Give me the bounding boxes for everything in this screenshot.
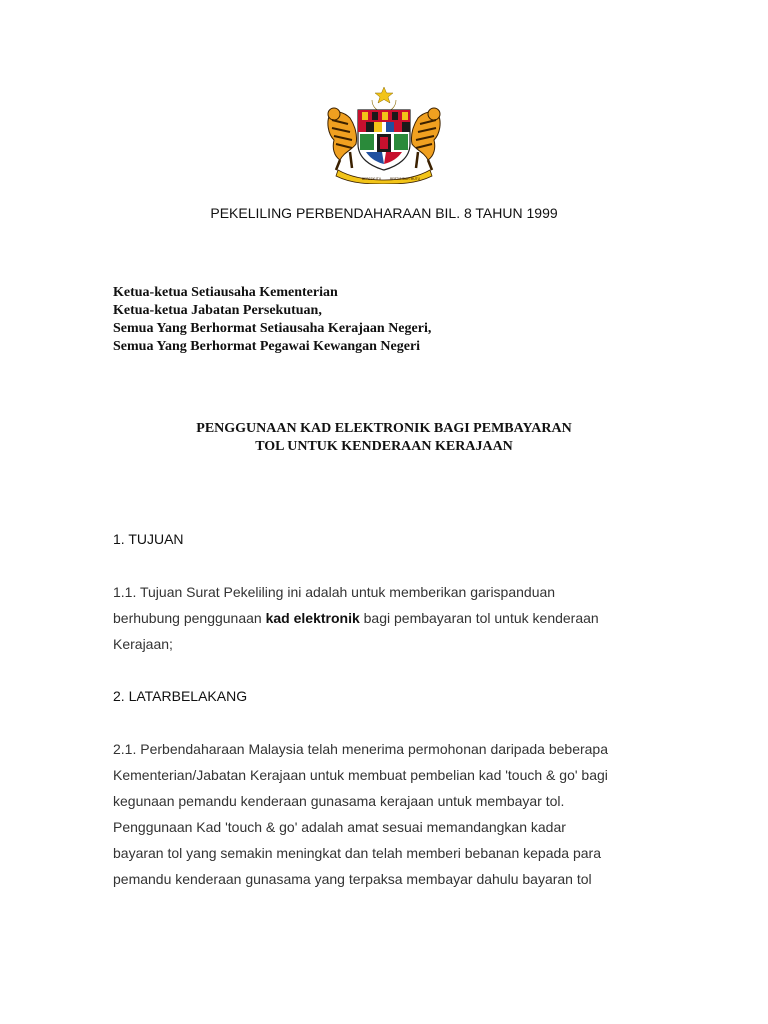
paragraph-line: Kementerian/Jabatan Kerajaan untuk membuat pembelian kad 'touch & go' bagi	[113, 767, 608, 783]
subject-line: PENGGUNAAN KAD ELEKTRONIK BAGI PEMBAYARAN	[196, 421, 572, 436]
paragraph-line: Kerajaan;	[113, 636, 173, 652]
paragraph-line: 2.1. Perbendaharaan Malaysia telah menerima permohonan daripada beberapa	[113, 741, 608, 757]
recipient-line: Ketua-ketua Setiausaha Kementerian	[113, 285, 338, 300]
paragraph-text: berhubung penggunaan	[113, 610, 266, 626]
recipient-line: Semua Yang Berhormat Setiausaha Kerajaan Negeri,	[113, 321, 432, 336]
highlighted-term: kad elektronik	[265, 610, 360, 626]
recipient-line: Ketua-ketua Jabatan Persekutuan,	[113, 303, 322, 318]
recipient-list	[113, 284, 431, 356]
crest-motto-right: BERTAMBAH MUTU	[390, 177, 420, 181]
paragraph-line: pemandu kenderaan gunasama yang terpaksa membayar dahulu bayaran tol	[113, 871, 592, 887]
subject-line: TOL UNTUK KENDERAAN KERAJAAN	[255, 439, 513, 454]
subject-heading	[0, 420, 768, 456]
paragraph-line: bayaran tol yang semakin meningkat dan telah memberi bebanan kepada para	[113, 845, 601, 861]
malaysia-coat-of-arms-logo	[322, 86, 446, 184]
paragraph-line	[113, 605, 673, 631]
paragraph-line: kegunaan pemandu kenderaan gunasama kerajaan untuk membayar tol.	[113, 793, 565, 809]
document-title: PEKELILING PERBENDAHARAAN BIL. 8 TAHUN 1999	[210, 205, 558, 221]
section-heading-latarbelakang: 2. LATARBELAKANG	[113, 688, 248, 704]
paragraph-line: 1.1. Tujuan Surat Pekeliling ini adalah untuk memberikan garispanduan	[113, 584, 556, 600]
paragraph-text: bagi pembayaran tol untuk kenderaan	[359, 610, 599, 626]
section-paragraph-tujuan	[113, 579, 673, 657]
crest-motto-left: BERSEKUTU	[362, 177, 382, 181]
section-heading-tujuan: 1. TUJUAN	[113, 531, 184, 547]
recipient-line: Semua Yang Berhormat Pegawai Kewangan Negeri	[113, 339, 421, 354]
section-paragraph-latarbelakang	[113, 736, 673, 892]
paragraph-line: Penggunaan Kad 'touch & go' adalah amat sesuai memandangkan kadar	[113, 819, 566, 835]
